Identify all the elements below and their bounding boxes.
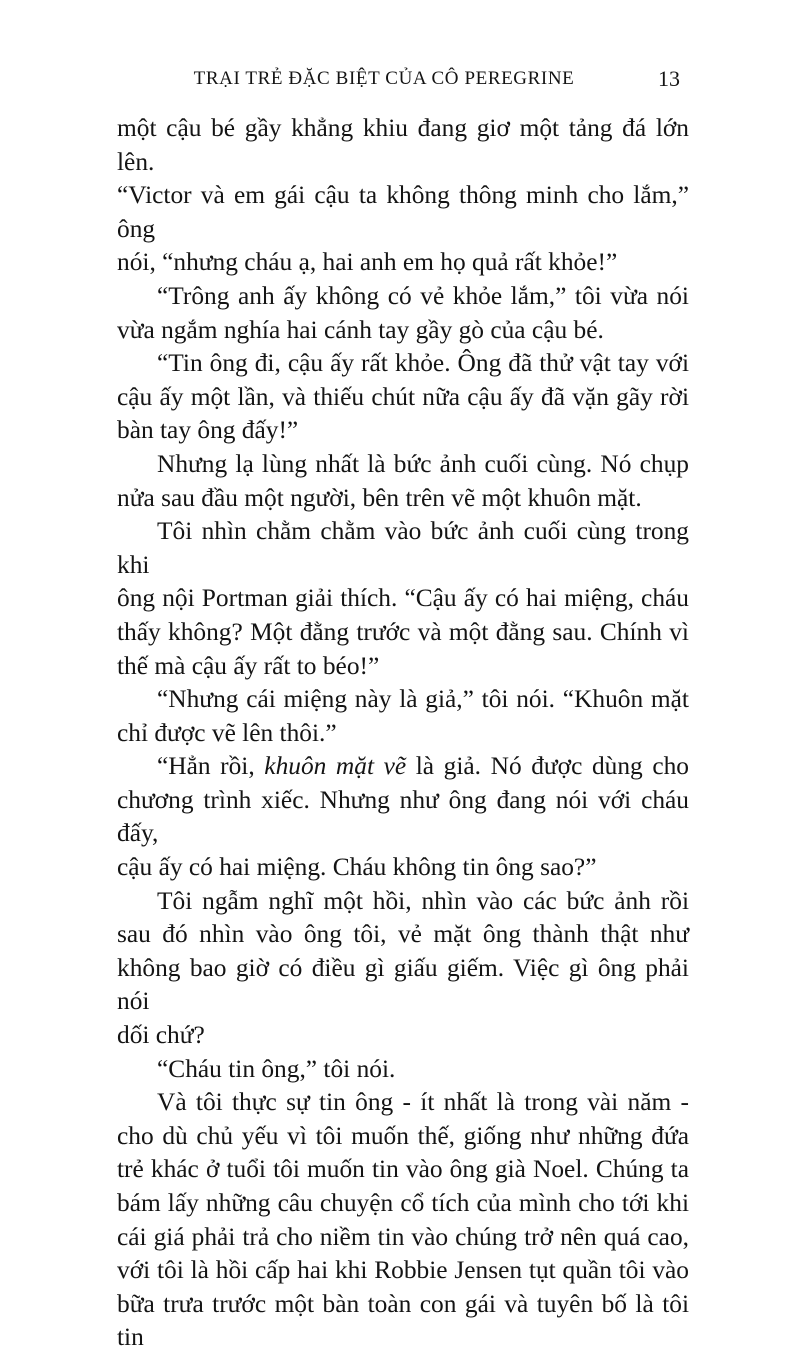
text-line: không bao giờ có điều gì giấu giếm. Việc gì ông phải nói [117, 953, 689, 1016]
page-header [150, 62, 690, 98]
text-line: Tôi ngẫm nghĩ một hồi, nhìn vào các bức ảnh rồi [157, 886, 689, 915]
text-line: trẻ khác ở tuổi tôi muốn tin vào ông già Noel. Chúng ta [117, 1155, 689, 1184]
text-line: cái giá phải trả cho niềm tin vào chúng trở nên quá cao, [117, 1222, 689, 1251]
text-line: Nhưng lạ lùng nhất là bức ảnh cuối cùng. Nó chụp [157, 449, 689, 478]
text-line: với tôi là hồi cấp hai khi Robbie Jensen tụt quần tôi vào [117, 1256, 689, 1285]
text-run: là giả. Nó được dùng cho [406, 752, 689, 781]
text-line: “Victor và em gái cậu ta không thông minh cho lắm,” ông [117, 181, 689, 243]
text-line: “Trông anh ấy không có vẻ khỏe lắm,” tôi vừa nói [157, 281, 689, 310]
text-line: “Tin ông đi, cậu ấy rất khỏe. Ông đã thử vật tay với [157, 349, 689, 378]
text-line: thấy không? Một đằng trước và một đằng sau. Chính vì [117, 617, 689, 646]
text-line: dối chứ? [117, 1021, 205, 1050]
text-line: ông nội Portman giải thích. “Cậu ấy có hai miệng, cháu [117, 584, 689, 613]
text-line: cho dù chủ yếu vì tôi muốn thế, giống như những đứa [117, 1121, 689, 1150]
text-line: Và tôi thực sự tin ông - ít nhất là trong vài năm - [157, 1088, 689, 1117]
text-line-with-italic [117, 750, 689, 784]
text-line: nói, “nhưng cháu ạ, hai anh em họ quả rất khỏe!” [117, 248, 618, 277]
text-line: “Cháu tin ông,” tôi nói. [157, 1054, 396, 1083]
running-title: TRẠI TRẺ ĐẶC BIỆT CỦA CÔ PEREGRINE [193, 68, 575, 89]
text-line: thế mà cậu ấy rất to béo!” [117, 651, 380, 680]
text-line: bám lấy những câu chuyện cổ tích của mình cho tới khi [117, 1189, 689, 1217]
italic-phrase: khuôn mặt vẽ [264, 752, 407, 781]
body-text [117, 112, 689, 1355]
page-number: 13 [658, 66, 680, 91]
text-line: vừa ngắm nghía hai cánh tay gầy gò của cậu bé. [117, 315, 604, 344]
text-line: bữa trưa trước một bàn toàn con gái và tuyên bố là tôi tin [117, 1289, 689, 1352]
text-run: “Hẳn rồi, [157, 752, 265, 781]
text-line: nửa sau đầu một người, bên trên vẽ một khuôn mặt. [117, 483, 642, 512]
text-line: cậu ấy một lần, và thiếu chút nữa cậu ấy đã vặn gãy rời [117, 382, 689, 411]
text-line: “Nhưng cái miệng này là giả,” tôi nói. “Khuôn mặt [157, 685, 689, 714]
text-line: Tôi nhìn chằm chằm vào bức ảnh cuối cùng trong khi [117, 517, 689, 579]
text-line: cậu ấy có hai miệng. Cháu không tin ông sao?” [117, 853, 597, 882]
text-line: chương trình xiếc. Nhưng như ông đang nói với cháu đấy, [117, 785, 689, 848]
text-line: bàn tay ông đấy!” [117, 416, 299, 445]
text-line: một cậu bé gầy khẳng khiu đang giơ một tảng đá lớn lên. [117, 114, 689, 176]
text-line: sau đó nhìn vào ông tôi, vẻ mặt ông thành thật như [117, 920, 689, 949]
text-line: chỉ được vẽ lên thôi.” [117, 718, 337, 747]
